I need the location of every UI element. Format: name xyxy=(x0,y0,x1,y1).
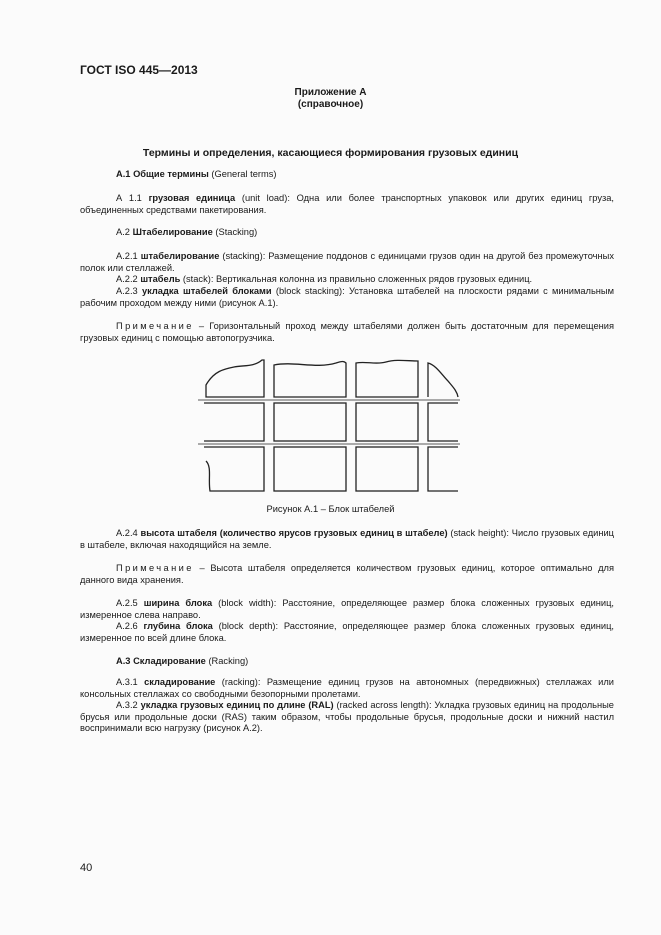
term-english: (racking) xyxy=(221,677,258,687)
term-definition: : Расстояние, определяющее размер блока сложенных грузовых единиц, измеренное по всей длине блока. xyxy=(80,621,615,643)
note-text: – Высота штабеля определяется количеством грузовых единиц, которое оптимально для данного вида хранения. xyxy=(80,563,614,585)
section-english: (Stacking) xyxy=(215,227,258,237)
figure-caption: Рисунок А.1 – Блок штабелей xyxy=(266,504,395,514)
stack-mid-1 xyxy=(204,403,264,441)
stack-mid-2 xyxy=(274,403,346,441)
note-label: Примечание xyxy=(116,563,194,573)
term-name: ширина блока xyxy=(143,598,213,608)
term-number: А.2.1 xyxy=(116,251,138,261)
term-number: А.3.2 xyxy=(116,700,138,710)
stack-bot-1 xyxy=(204,447,264,491)
term-english: (block stacking) xyxy=(275,286,343,296)
note-label: Примечание xyxy=(116,321,194,331)
page-number: 40 xyxy=(80,862,93,874)
section-name: Складирование xyxy=(133,656,206,666)
section-number: А.2 xyxy=(116,227,130,237)
annex-subtitle: (справочное) xyxy=(297,99,364,110)
note-1 xyxy=(80,321,614,344)
term-a31 xyxy=(80,677,614,700)
term-a23 xyxy=(80,286,614,309)
term-definition: : Число грузовых единиц в штабеле, включая находящийся на земле. xyxy=(80,528,614,550)
note-text: – Горизонтальный проход между штабелями должен быть достаточным для перемещения грузовых единиц с помощью автопогрузчика. xyxy=(80,321,614,343)
term-definition: : Размещение поддонов с единицами грузов один на другой без промежуточных полок или стеллажей. xyxy=(80,251,614,273)
term-name: грузовая единица xyxy=(148,193,236,203)
term-abbr: (RAL) xyxy=(308,700,334,710)
term-a26 xyxy=(80,621,614,644)
term-english: (block width) xyxy=(218,598,274,608)
stack-top-2 xyxy=(274,362,346,398)
term-english: (block depth) xyxy=(218,621,276,631)
section-a2-heading xyxy=(80,227,614,239)
block-stacking-figure xyxy=(196,355,461,493)
term-english: (stack) xyxy=(182,274,211,284)
term-number: А.2.3 xyxy=(116,286,138,296)
section-a1-heading xyxy=(80,169,614,181)
term-definition: : Вертикальная колонна из правильно сложенных рядов грузовых единиц. xyxy=(210,274,533,284)
term-english: (stack height) xyxy=(450,528,507,538)
term-name: складирование xyxy=(144,677,216,687)
term-a21 xyxy=(80,251,614,274)
term-definition: : Расстояние, определяющее размер блока сложенных грузовых единиц, измеренное слева направо. xyxy=(80,598,615,620)
term-number: А.2.6 xyxy=(116,621,138,631)
term-english: (stacking) xyxy=(222,251,263,261)
stack-top-1 xyxy=(206,360,264,397)
term-definition: : Установка штабелей на плоскости рядами с минимальным рабочим проходом между ними (рисунок А.1). xyxy=(80,286,614,308)
document-code: ГОСТ ISO 445—2013 xyxy=(80,63,198,77)
term-name: высота штабеля (количество ярусов грузовых единиц в штабеле) xyxy=(140,528,448,538)
section-number: А.3 xyxy=(116,656,131,666)
annex-title: Приложение А xyxy=(294,87,367,98)
stack-bot-3 xyxy=(356,447,418,491)
term-definition: : Укладка грузовых единиц на продольные брусья или продольные доски (RAS) таким образом, чтобы продольные брусья, продольные доски и нижний настил воспринимали всю нагрузку (рисунок А.2). xyxy=(80,700,614,734)
stack-top-4 xyxy=(428,363,458,397)
section-english: (General terms) xyxy=(211,169,277,179)
stack-bot-4 xyxy=(428,447,458,491)
term-number: А.2.4 xyxy=(116,528,138,538)
term-number: А.2.2 xyxy=(116,274,138,284)
main-title: Термины и определения, касающиеся формирования грузовых единиц xyxy=(142,147,519,159)
term-name: глубина блока xyxy=(143,621,213,631)
section-name: Штабелирование xyxy=(132,227,213,237)
term-a25 xyxy=(80,598,614,621)
term-name: укладка штабелей блоками xyxy=(141,286,272,296)
term-number: А 1.1 xyxy=(116,193,142,203)
section-name: Общие термины xyxy=(133,169,209,179)
stack-mid-3 xyxy=(356,403,418,441)
term-english: (unit load) xyxy=(241,193,288,203)
term-number: А.2.5 xyxy=(116,598,138,608)
stack-bot-2 xyxy=(274,447,346,491)
term-definition: : Размещение единиц грузов на автономных (передвижных) стеллажах или консольных стеллажах со свободными безопорными пролетами. xyxy=(80,677,614,699)
stack-top-3 xyxy=(356,360,418,397)
term-a11 xyxy=(80,193,614,216)
section-a3-heading xyxy=(80,656,614,668)
note-2 xyxy=(80,563,614,586)
term-english: (racked across length) xyxy=(336,700,429,710)
term-a22 xyxy=(80,274,614,286)
term-name: укладка грузовых единиц по длине xyxy=(140,700,306,710)
term-a24 xyxy=(80,528,614,551)
term-definition: : Одна или более транспортных упаковок или других единиц груза, объединенных средствами пакетирования. xyxy=(80,193,614,215)
stack-mid-4 xyxy=(428,403,458,441)
section-number: А.1 xyxy=(116,169,131,179)
term-a32 xyxy=(80,700,614,735)
term-name: штабель xyxy=(140,274,181,284)
term-name: штабелирование xyxy=(140,251,220,261)
section-english: (Racking) xyxy=(208,656,249,666)
term-number: А.3.1 xyxy=(116,677,138,687)
